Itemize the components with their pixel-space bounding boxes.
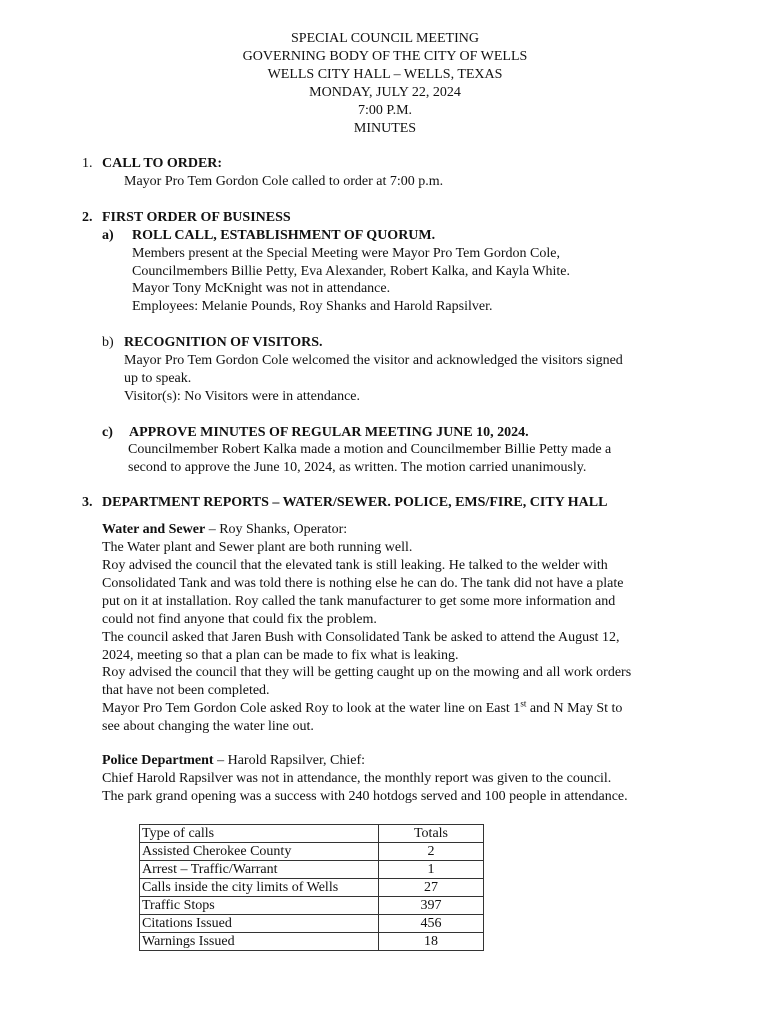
water-sewer-line: 2024, meeting so that a plan can be made to fix what is leaking. xyxy=(102,648,459,663)
section-1-text: Mayor Pro Tem Gordon Cole called to order at 7:00 p.m. xyxy=(124,174,444,189)
water-sewer-line: Roy advised the council that the elevated tank is still leaking. He talked to the welder with xyxy=(102,558,608,573)
police-calls-table xyxy=(139,824,484,951)
police-line: Chief Harold Rapsilver was not in attendance, the monthly report was given to the council. xyxy=(102,771,612,786)
water-sewer-line: could not find anyone that could fix the problem. xyxy=(102,612,377,627)
table-cell: 1 xyxy=(379,861,484,879)
table-cell: Arrest – Traffic/Warrant xyxy=(140,861,379,879)
table-header-cell: Type of calls xyxy=(140,825,379,843)
table-cell: Calls inside the city limits of Wells xyxy=(140,879,379,897)
table-cell: 397 xyxy=(379,897,484,915)
water-sewer-line: The Water plant and Sewer plant are both running well. xyxy=(102,540,413,555)
section-2b-line: up to speak. xyxy=(124,371,192,386)
table-header-cell: Totals xyxy=(379,825,484,843)
water-sewer-line: Roy advised the council that they will be getting caught up on the mowing and all work orders xyxy=(102,665,632,680)
section-2-title: FIRST ORDER OF BUSINESS xyxy=(102,210,291,225)
section-2c-line: Councilmember Robert Kalka made a motion and Councilmember Billie Petty made a xyxy=(128,442,612,457)
water-line-request-text: Mayor Pro Tem Gordon Cole asked Roy to look at the water line on East 1 xyxy=(102,701,521,716)
police-line: The park grand opening was a success with 240 hotdogs served and 100 people in attendance. xyxy=(102,789,628,804)
water-sewer-heading xyxy=(102,521,347,539)
table-row xyxy=(140,861,484,879)
section-2b-line: Visitor(s): No Visitors were in attendance. xyxy=(124,389,361,404)
table-header-row xyxy=(140,825,484,843)
table-row xyxy=(140,915,484,933)
water-sewer-line: The council asked that Jaren Bush with Consolidated Tank be asked to attend the August 12, xyxy=(102,630,620,645)
section-2b-title: RECOGNITION OF VISITORS. xyxy=(124,335,323,350)
section-2a-line: Mayor Tony McKnight was not in attendance. xyxy=(132,281,391,296)
header-line-4: MONDAY, JULY 22, 2024 xyxy=(309,85,461,100)
header-line-6: MINUTES xyxy=(353,121,417,136)
water-sewer-line: put on it at installation. Roy called the tank manufacturer to get some more information and xyxy=(102,594,616,609)
section-2b-line: Mayor Pro Tem Gordon Cole welcomed the visitor and acknowledged the visitors signed xyxy=(124,353,623,368)
water-sewer-heading-operator: – Roy Shanks, Operator: xyxy=(205,522,348,537)
section-2a-line: Employees: Melanie Pounds, Roy Shanks and Harold Rapsilver. xyxy=(132,299,493,314)
section-1-number: 1. xyxy=(82,156,93,171)
header-line-1: SPECIAL COUNCIL MEETING xyxy=(291,31,479,46)
section-2c-letter: c) xyxy=(102,425,113,440)
police-heading-chief: – Harold Rapsilver, Chief: xyxy=(213,753,366,768)
ordinal-suffix: st xyxy=(520,698,527,709)
table-row xyxy=(140,843,484,861)
section-2a-title: ROLL CALL, ESTABLISHMENT OF QUORUM. xyxy=(132,228,436,243)
section-2a-line: Members present at the Special Meeting were Mayor Pro Tem Gordon Cole, xyxy=(132,246,560,261)
table-cell: Assisted Cherokee County xyxy=(140,843,379,861)
section-2a-letter: a) xyxy=(102,228,114,243)
water-sewer-heading-label: Water and Sewer xyxy=(102,522,206,537)
water-line-request xyxy=(102,700,622,718)
police-heading-label: Police Department xyxy=(102,753,214,768)
table-cell: 27 xyxy=(379,879,484,897)
table-row xyxy=(140,879,484,897)
document-header xyxy=(0,30,770,138)
section-2b-letter: b) xyxy=(102,335,114,350)
table-row xyxy=(140,933,484,951)
section-2c-line: second to approve the June 10, 2024, as written. The motion carried unanimously. xyxy=(128,460,587,475)
header-line-5: 7:00 P.M. xyxy=(357,103,413,118)
section-2c-title: APPROVE MINUTES OF REGULAR MEETING JUNE 10, 2024. xyxy=(129,425,529,440)
header-line-3: WELLS CITY HALL – WELLS, TEXAS xyxy=(267,67,503,82)
section-3-title: DEPARTMENT REPORTS – WATER/SEWER. POLICE, EMS/FIRE, CITY HALL xyxy=(102,495,608,510)
table-cell: Traffic Stops xyxy=(140,897,379,915)
water-sewer-line: Consolidated Tank and was told there is nothing else he can do. The tank did not have a plate xyxy=(102,576,624,591)
table-cell: 18 xyxy=(379,933,484,951)
section-3-number: 3. xyxy=(82,495,93,510)
section-2a-line: Councilmembers Billie Petty, Eva Alexander, Robert Kalka, and Kayla White. xyxy=(132,264,570,279)
water-sewer-line: see about changing the water line out. xyxy=(102,719,314,734)
header-line-2: GOVERNING BODY OF THE CITY OF WELLS xyxy=(242,49,528,64)
table-cell: Warnings Issued xyxy=(140,933,379,951)
section-1-title: CALL TO ORDER: xyxy=(102,156,223,171)
section-2-number: 2. xyxy=(82,210,93,225)
water-line-request-street: and N May St to xyxy=(526,701,623,716)
table-cell: Citations Issued xyxy=(140,915,379,933)
table-row xyxy=(140,897,484,915)
table-cell: 2 xyxy=(379,843,484,861)
table-cell: 456 xyxy=(379,915,484,933)
water-sewer-line: that have not been completed. xyxy=(102,683,270,698)
police-heading xyxy=(102,752,365,770)
